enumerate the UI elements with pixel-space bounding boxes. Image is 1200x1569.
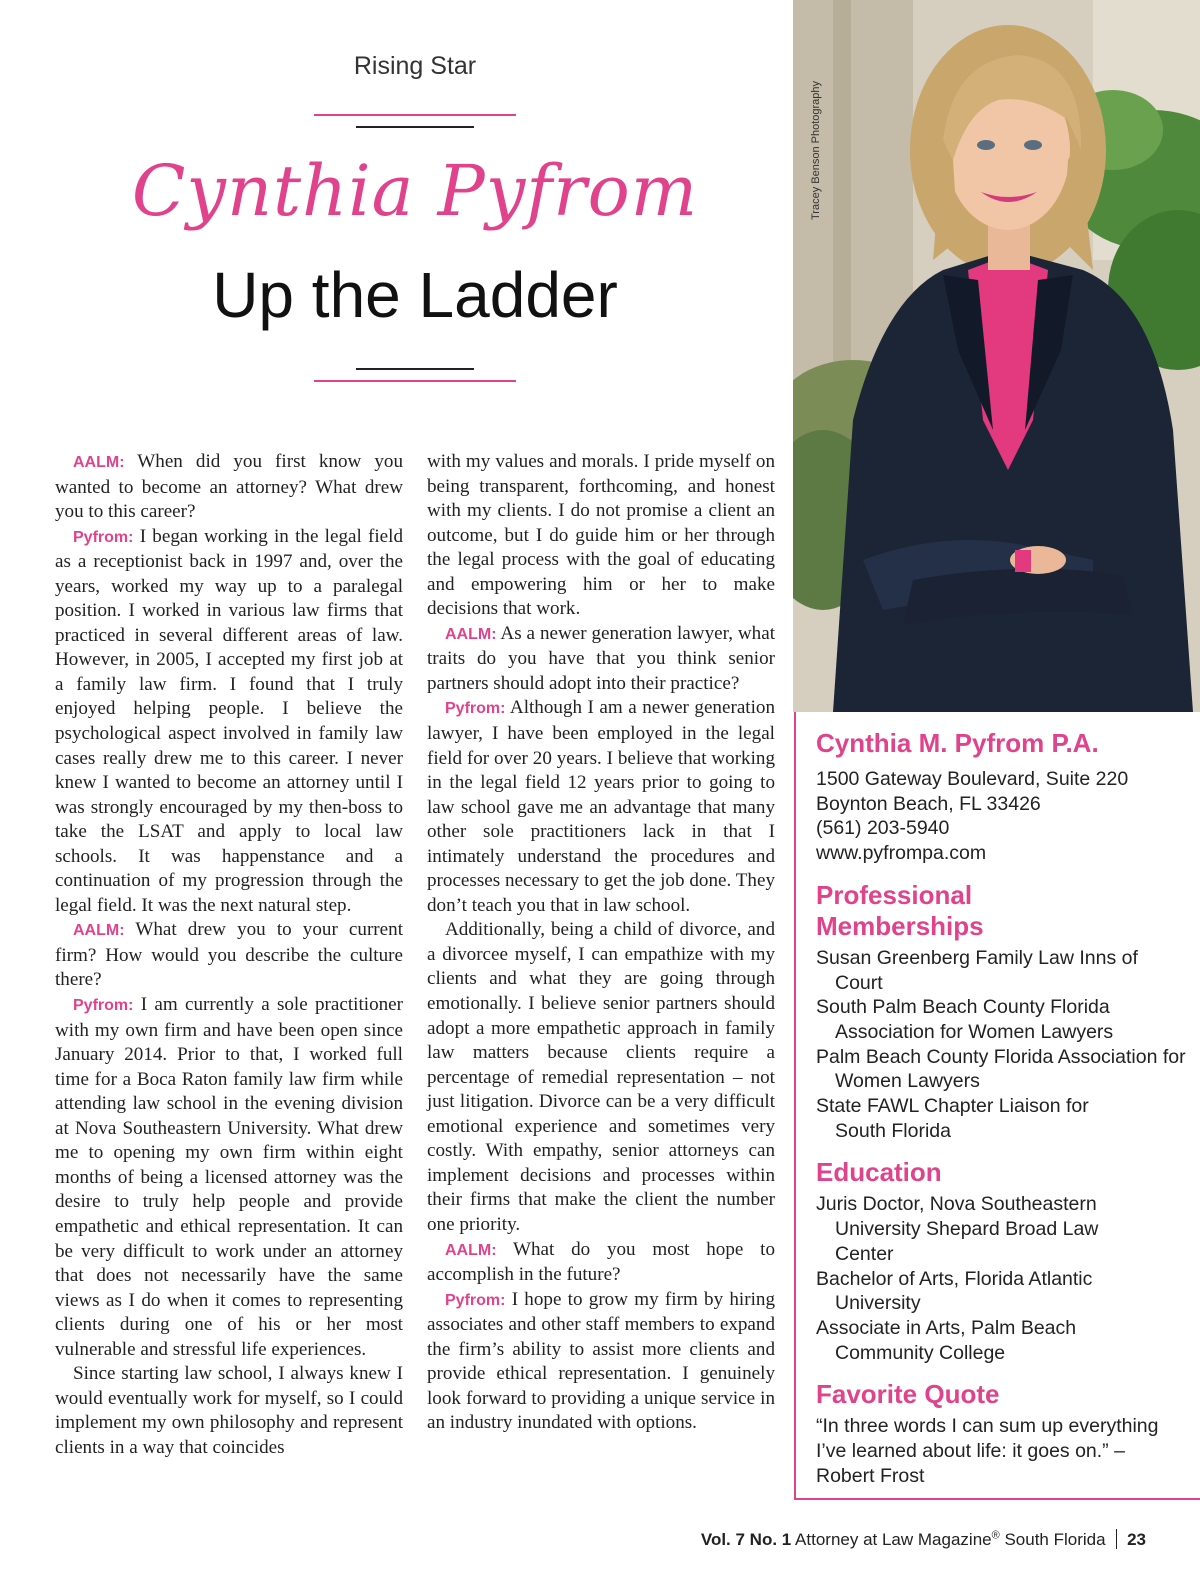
paragraph — [427, 622, 775, 697]
education-item: Bachelor of Arts, Florida Atlantic University — [816, 1267, 1093, 1315]
paragraph — [427, 696, 775, 918]
magazine-name: Attorney at Law Magazine — [795, 1530, 992, 1549]
paragraph-text: When did you first know you wanted to become an attorney? What drew you to this career? — [55, 451, 403, 523]
divider-dark-top — [356, 126, 474, 128]
section-kicker: Rising Star — [353, 52, 477, 80]
speaker-label: Pyfrom: — [445, 700, 506, 718]
paragraph — [55, 993, 403, 1362]
paragraph-text: Since starting law school, I always knew I would eventually work for myself, so I could implement my own philosophy and represent clients in a way that coincides — [55, 1363, 403, 1458]
paragraph-text: I am currently a sole practitioner with my own firm and have been open since January 2014. Prior to that, I worked full time for a Boca Raton family law firm while attending law school in the evening division at Nova Southeastern University. What drew me to opening my own firm within eight months of being a licensed attorney was the desire to truly help people and provide empathetic and ethical representation. It can be very difficult to work under an attorney that does not necessarily have the same views as I do when it comes to representing clients during one of his or her most vulnerable and stressful life experiences. — [55, 994, 403, 1360]
subject-name-script: Cynthia Pyfrom — [131, 150, 699, 232]
website-link[interactable]: www.pyfrompa.com — [816, 842, 987, 865]
paragraph — [55, 918, 403, 993]
paragraph — [427, 918, 775, 1237]
paragraph-text: What drew you to your current firm? How would you describe the culture there? — [55, 919, 403, 991]
membership-item: Susan Greenberg Family Law Inns of Court — [816, 946, 1138, 994]
favorite-quote: “In three words I can sum up everything I’ve learned about life: it goes on.” – Robert Frost — [816, 1415, 1159, 1487]
speaker-label: AALM: — [445, 1241, 497, 1259]
divider-pink-bottom — [314, 380, 516, 382]
paragraph-text: Additionally, being a child of divorce, and a divorcee myself, I can empathize with my clients and what they are going through emotionally. I believe senior partners should adopt a more empathetic approach in family law matters because clients require a percentage of remedial representation – not just litigation. Divorce can be a very difficult emotional experience and sometimes very costly. With empathy, senior attorneys can implement decisions and processes within their firms that make the client the number one priority. — [427, 919, 775, 1235]
firm-name: Cynthia M. Pyfrom P.A. — [816, 728, 1099, 758]
paragraph-text: I hope to grow my firm by hiring associates and other staff members to expand the firm’s ability to assist more clients and provide ethical representation. I genuinely look forward to providing a unique service in an industry inundated with options. — [427, 1288, 775, 1434]
speaker-label: Pyfrom: — [73, 528, 134, 546]
paragraph — [427, 1288, 775, 1436]
speaker-label: Pyfrom: — [73, 997, 134, 1015]
speaker-label: AALM: — [73, 454, 125, 471]
article-column-1 — [55, 450, 403, 1460]
portrait-photo — [793, 0, 1200, 712]
divider-dark-bottom — [356, 368, 474, 370]
address-line: 1500 Gateway Boulevard, Suite 220 — [816, 768, 1129, 790]
page-footer — [0, 1527, 1200, 1557]
paragraph — [55, 525, 403, 919]
speaker-label: AALM: — [445, 625, 497, 643]
education-item: Associate in Arts, Palm Beach Community College — [816, 1316, 1077, 1364]
issue-volume: Vol. 7 No. 1 — [700, 1530, 792, 1549]
speaker-label: AALM: — [73, 922, 125, 940]
membership-item: State FAWL Chapter Liaison for South Florida — [816, 1095, 1089, 1142]
divider-pink-top — [314, 114, 516, 116]
phone-number: (561) 203-5940 — [816, 817, 950, 840]
portrait-illustration — [793, 0, 1200, 712]
paragraph-text: I began working in the legal field as a receptionist back in 1997 and, over the years, worked my way up to a paralegal position. I worked in various law firms that practiced in several different areas of law. However, in 2005, I accepted my first job at a family law firm. I found that I truly enjoyed helping people. I believe the psychological aspect involved in family law cases really drew me to this career. I never knew I wanted to become an attorney until I was strongly encouraged by my then-boss to take the LSAT and apply to local law schools. It was happenstance and a continuation of my progression through the legal field. It was the next natural step. — [55, 525, 403, 916]
footer-separator — [1116, 1529, 1118, 1549]
education-heading: Education — [816, 1157, 942, 1188]
article-title: Up the Ladder — [212, 259, 618, 331]
quote-heading: Favorite Quote — [816, 1379, 1000, 1410]
memberships-heading: Professional Memberships — [816, 879, 984, 941]
address-line: Boynton Beach, FL 33426 — [816, 792, 1041, 815]
page-number: 23 — [1127, 1530, 1146, 1549]
registered-mark: ® — [991, 1529, 1000, 1542]
paragraph-text: with my values and morals. I pride myself on being transparent, forthcoming, and honest with my clients. I do not promise a client an outcome, but I do guide him or her through the legal process with the goal of educating and empowering him or her to make decisions that work. — [427, 451, 775, 620]
paragraph-text: What do you most hope to accomplish in the future? — [427, 1238, 775, 1286]
paragraph-text: Although I am a newer generation lawyer, I have been employed in the legal field for over 20 years. I believe that working in the legal field 12 years prior to going to law school gave me an advantage that many other sole practitioners lack in that I intimately understand the procedures and processes necessary to get the job done. They don’t teach you that in law school. — [427, 697, 775, 916]
article-column-2 — [427, 450, 775, 1436]
photo-credit: Tracey Benson Photography — [810, 80, 822, 220]
paragraph — [55, 450, 403, 525]
paragraph — [427, 450, 775, 622]
info-sidebar — [794, 712, 1200, 1500]
sidebar-content — [816, 728, 1186, 1488]
footer-line — [701, 1529, 1146, 1550]
speaker-label: Pyfrom: — [445, 1291, 506, 1309]
paragraph — [55, 1362, 403, 1460]
paragraph-text: As a newer generation lawyer, what traits do you have that you think senior partners should adopt into their practice? — [427, 622, 775, 694]
article-header — [0, 0, 800, 420]
education-item: Juris Doctor, Nova Southeastern University Shepard Broad Law Center — [816, 1193, 1099, 1265]
membership-item: Palm Beach County Florida Association for Women Lawyers — [816, 1045, 1186, 1093]
paragraph — [427, 1238, 775, 1288]
membership-item: South Palm Beach County Florida Association for Women Lawyers — [816, 996, 1114, 1043]
magazine-region: South Florida — [1004, 1530, 1106, 1549]
